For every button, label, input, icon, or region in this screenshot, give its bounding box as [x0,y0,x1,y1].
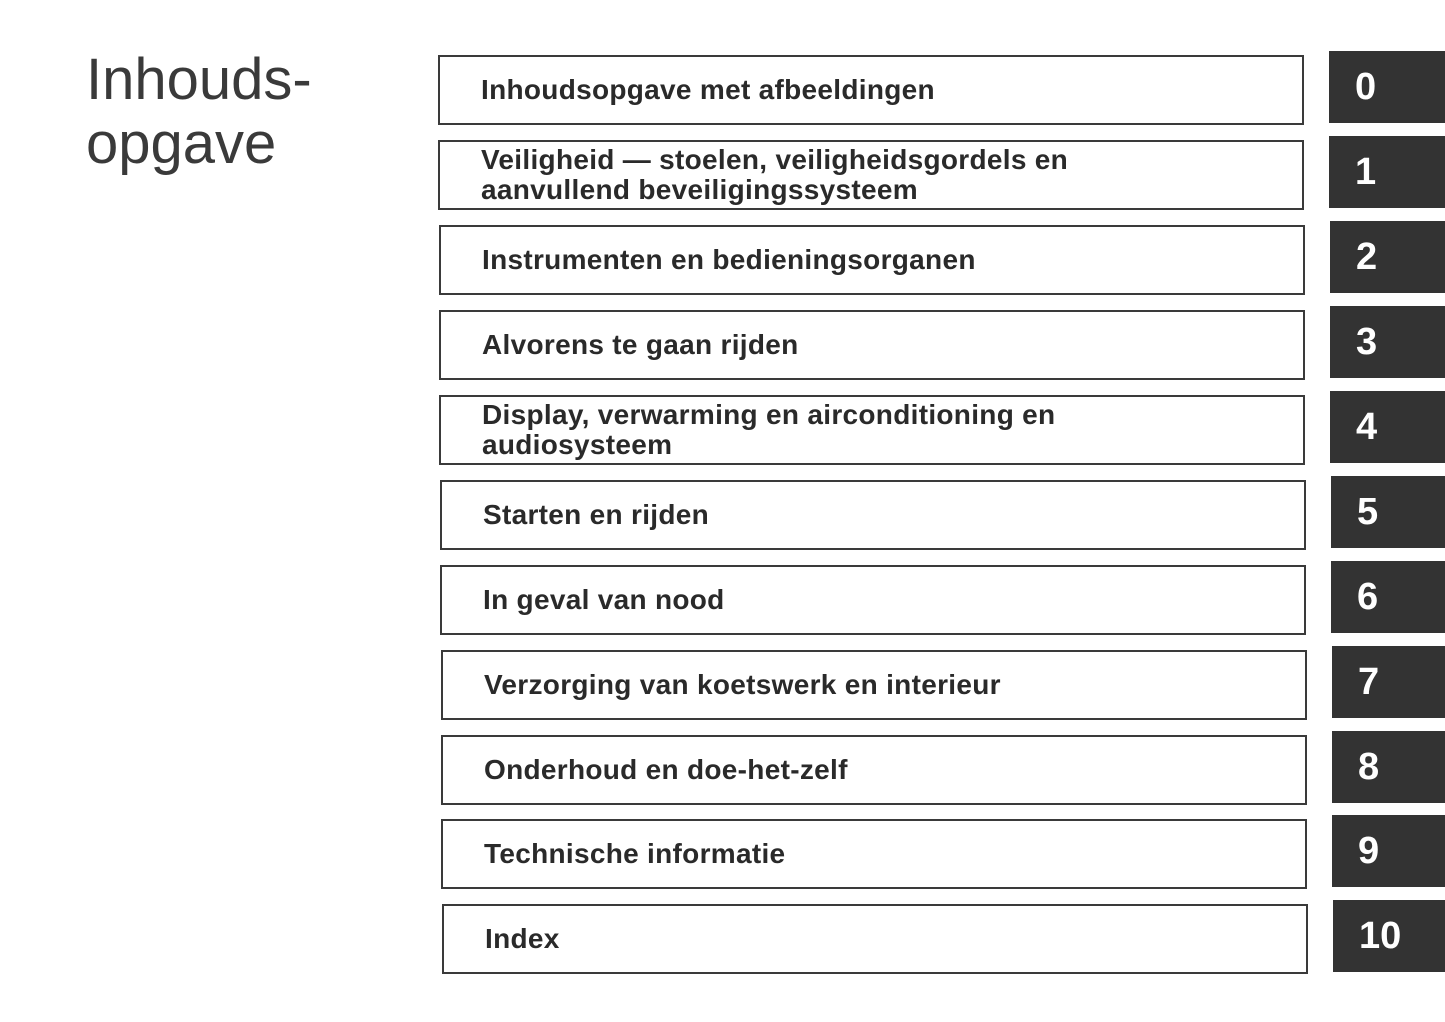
chapter-tab-number: 10 [1359,914,1402,957]
chapter-tab-8[interactable] [1332,731,1445,803]
toc-entry-4[interactable] [439,395,1305,465]
chapter-tab-10[interactable] [1333,900,1445,972]
toc-entry-6[interactable] [440,565,1306,635]
toc-entry-label: Verzorging van koetswerk en interieur [484,669,1001,700]
chapter-tab-4[interactable] [1330,391,1445,463]
chapter-tab-5[interactable] [1331,476,1445,548]
chapter-tab-0[interactable] [1329,51,1445,123]
toc-entry-2[interactable] [439,225,1305,295]
toc-entry-label: Alvorens te gaan rijden [482,329,799,360]
chapter-tab-number: 2 [1356,235,1378,278]
toc-entry-label: Index [485,923,560,954]
toc-entry-label: Onderhoud en doe-het-zelf [484,754,848,785]
chapter-tab-number: 1 [1355,150,1377,193]
toc-entry-label: Instrumenten en bedieningsorganen [482,244,976,275]
toc-entry-7[interactable] [441,650,1307,720]
chapter-tab-7[interactable] [1332,646,1445,718]
toc-entry-9[interactable] [441,819,1307,889]
chapter-tab-number: 7 [1358,660,1380,703]
toc-entry-10[interactable] [442,904,1308,974]
chapter-tab-6[interactable] [1331,561,1445,633]
toc-entry-1[interactable] [438,140,1304,210]
page-title-line-2: opgave [86,111,277,176]
toc-entry-3[interactable] [439,310,1305,380]
toc-entry-5[interactable] [440,480,1306,550]
toc-entry-label: Technische informatie [484,838,786,869]
chapter-tab-9[interactable] [1332,815,1445,887]
chapter-tab-number: 8 [1358,745,1380,788]
chapter-tab-number: 3 [1356,320,1378,363]
toc-entry-label: In geval van nood [483,584,725,615]
chapter-tab-2[interactable] [1330,221,1445,293]
toc-entry-label: Veiligheid — stoelen, veiligheidsgordels en aanvullend beveiligingssysteem [481,144,1069,205]
chapter-tab-number: 9 [1358,829,1380,872]
chapter-tab-number: 0 [1355,65,1377,108]
chapter-tab-number: 5 [1357,490,1379,533]
chapter-tab-number: 4 [1356,405,1378,448]
toc-entry-0[interactable] [438,55,1304,125]
chapter-tab-3[interactable] [1330,306,1445,378]
toc-entry-label: Display, verwarming en airconditioning en audiosysteem [482,399,1056,460]
chapter-tab-number: 6 [1357,575,1379,618]
page-title-line-1: Inhouds- [86,47,312,112]
chapter-tab-1[interactable] [1329,136,1445,208]
toc-entry-label: Starten en rijden [483,499,710,530]
toc-entry-label: Inhoudsopgave met afbeeldingen [481,74,935,105]
toc-entry-8[interactable] [441,735,1307,805]
